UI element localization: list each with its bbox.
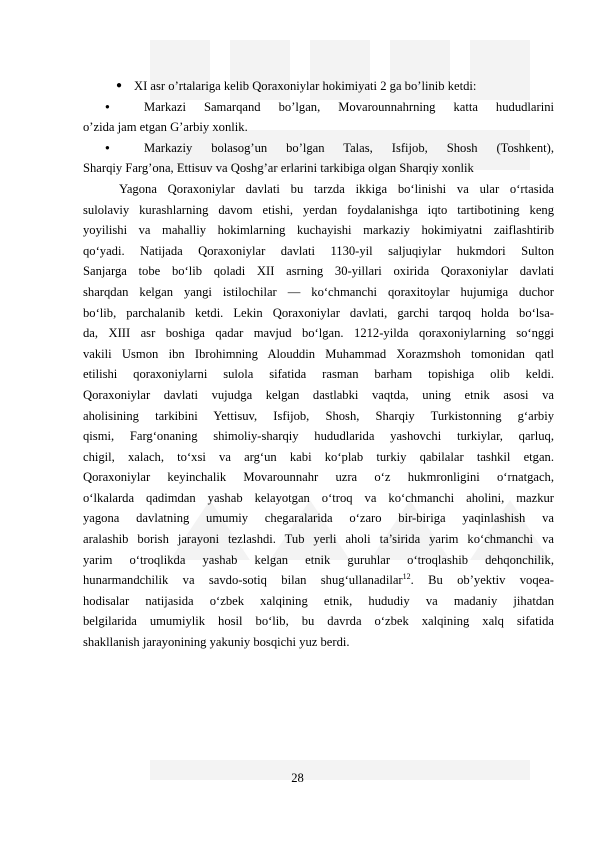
paragraph-line: aralashib borish jarayoni tezlashdi. Tub yerli aholi ta’sirida yarim ko‘chmanchi va	[83, 532, 554, 547]
list-item-continuation: o’zida jam etgan G’arbiy xonlik.	[83, 120, 248, 135]
list-item-text: Markaziy bolasog’un bo’lgan Talas, Isfijob, Shosh (Toshkent),	[144, 140, 554, 155]
footnote-reference[interactable]: 12	[402, 572, 411, 582]
small-dot-bullet-icon: ●	[105, 101, 110, 111]
paragraph-line: hodisalar natijasida o‘zbek xalqining etnik, hududiy va madaniy jihatdan	[83, 593, 554, 608]
paragraph-line: etilishi qoraxoniylarni sulola sifatida rasman barham topishiga olib keldi.	[83, 367, 554, 382]
list-item-continuation: Sharqiy Farg’ona, Ettisuv va Qoshg’ar erlarini tarkibiga olgan Sharqiy xonlik	[83, 161, 474, 176]
paragraph-line: qo‘yadi. Natijada Qoraxoniylar davlati 1130-yil saljuqiylar hukmdori Sulton	[83, 243, 554, 258]
paragraph-line: yarim o‘troqlikda yashab kelgan etnik guruhlar o‘troqlashib dehqonchilik,	[83, 552, 554, 567]
list-item-main	[112, 76, 554, 97]
paragraph-line: sharqdan kelgan yangi istilochilar — ko‘chmanchi qoraxitoylar hujumiga duchor	[83, 284, 554, 299]
paragraph	[83, 179, 554, 653]
paragraph-text: hunarmandchilik va savdo-sotiq bilan shug‘ullanadilar	[83, 573, 403, 588]
paragraph-line: Qoraxoniylar keyinchalik Movarounnahr uzra o‘z hukmronligini o‘rnatgach,	[83, 470, 554, 485]
list-item-sub	[100, 97, 554, 118]
paragraph-line: shakllanish jarayonining yakuniy bosqichi yuz berdi.	[83, 635, 350, 650]
paragraph-text: . Bu ob’yektiv voqea-	[410, 573, 554, 588]
list-item-text: XI asr o’rtalariga kelib Qoraxoniylar hokimiyati 2 ga bo’linib ketdi:	[134, 79, 477, 93]
paragraph-line: Sanjarga tobe bo‘lib qoladi XII asrning 30-yillari oxirida Qoraxoniylar davlati	[83, 264, 554, 279]
list-item-text: Markazi Samarqand bo’lgan, Movarounnahrning katta hududlarini	[144, 99, 554, 114]
filled-circle-bullet-icon: ●	[116, 80, 123, 91]
paragraph-line: belgilarida umumiylik hosil bo‘lib, bu davrda o‘zbek xalqining xalq sifatida	[83, 614, 554, 629]
paragraph-line: yoyilishi va mahalliy hokimlarning kuchayishi markaziy hokimiyatni zaiflashtirib	[83, 223, 554, 238]
paragraph-line: o‘lkalarda qadimdan yashab kelayotgan o‘troq va ko‘chmanchi aholini, mazkur	[83, 490, 554, 505]
paragraph-line: Yagona Qoraxoniylar davlati bu tarzda ikkiga bo‘linishi va ular o‘rtasida	[119, 181, 554, 196]
paragraph-line: bo‘lib, parchalanib ketdi. Lekin Qoraxoniylar davlati, garchi tarqoq holda bo‘lsa-	[83, 305, 554, 320]
body-text	[83, 76, 554, 653]
paragraph-line: aholisining tarkibini Yettisuv, Isfijob, Shosh, Sharqiy Turkistonning g‘arbiy	[83, 408, 554, 423]
paragraph-line: da, XIII asr boshiga qadar mavjud bo‘lgan. 1212-yilda qoraxoniylarning so‘nggi	[83, 326, 554, 341]
paragraph-line	[83, 570, 554, 591]
paragraph-line: Qoraxoniylar davlati vujudga kelgan dastlabki vaqtda, uning etnik asosi va	[83, 387, 554, 402]
page-number: 28	[291, 771, 304, 785]
list-item-sub	[100, 138, 554, 159]
paragraph-line: chigil, xalach, to‘xsi va arg‘un kabi ko‘plab turkiy qabilalar tashkil etgan.	[83, 449, 554, 464]
paragraph-line: vakili Usmon ibn Ibrohimning Alouddin Muhammad Xorazmshoh tomonidan qatl	[83, 346, 554, 361]
paragraph-line: yagona davlatning umumiy chegaralarida o‘zaro bir-biriga yaqinlashish va	[83, 511, 554, 526]
small-dot-bullet-icon: ●	[105, 142, 110, 152]
paragraph-line: qismi, Farg‘onaning shimoliy-sharqiy hududlarida yashovchi turkiylar, qarluq,	[83, 429, 554, 444]
paragraph-line: sulolaviy kurashlarning davom etishi, yerdan foydalanishga iqto tartibotining keng	[83, 202, 554, 217]
